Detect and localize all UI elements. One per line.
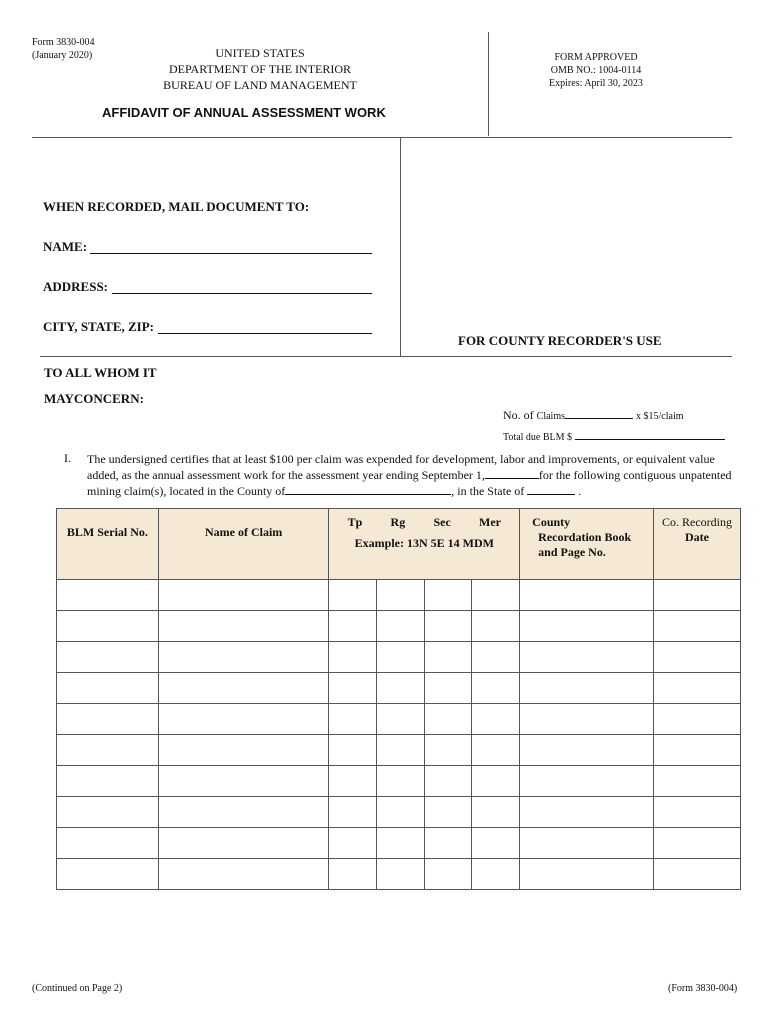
- claims-rate: x $15/claim: [636, 411, 684, 422]
- table-cell[interactable]: [377, 859, 425, 890]
- name-field[interactable]: [90, 253, 372, 254]
- table-cell[interactable]: [425, 642, 472, 673]
- county-header-line-1: County: [532, 515, 571, 529]
- table-cell[interactable]: [472, 580, 520, 611]
- table-cell[interactable]: [158, 580, 329, 611]
- table-cell[interactable]: [158, 735, 329, 766]
- col-sec-header: Sec: [433, 515, 451, 529]
- table-row: [57, 673, 741, 704]
- table-cell[interactable]: [158, 797, 329, 828]
- mail-block-bottom-rule: [40, 356, 732, 357]
- salutation-line-1: TO ALL WHOM IT: [44, 365, 157, 380]
- table-cell[interactable]: [520, 642, 654, 673]
- statement-text-1: The undersigned certifies that at least $100 per claim was expended for development, labor and improvements, or equivalent value added, as the annual assessment work for the assessment year ending September 1,: [87, 452, 715, 482]
- table-cell[interactable]: [425, 797, 472, 828]
- table-cell[interactable]: [377, 642, 425, 673]
- table-cell[interactable]: [425, 766, 472, 797]
- table-cell[interactable]: [377, 766, 425, 797]
- address-label: ADDRESS:: [43, 279, 109, 294]
- table-cell[interactable]: [329, 859, 377, 890]
- assessment-year-field[interactable]: [485, 478, 539, 479]
- table-cell[interactable]: [520, 797, 654, 828]
- table-cell[interactable]: [158, 766, 329, 797]
- header-divider: [488, 32, 489, 136]
- table-cell[interactable]: [520, 735, 654, 766]
- col-county-header: [520, 509, 654, 580]
- county-recorder-use: FOR COUNTY RECORDER'S USE: [458, 333, 662, 348]
- table-cell[interactable]: [377, 797, 425, 828]
- statement-text-2: for the following contiguous unpatented mining claim(s), located in the County of: [87, 468, 732, 498]
- table-row: [57, 580, 741, 611]
- table-cell[interactable]: [329, 704, 377, 735]
- table-cell[interactable]: [472, 673, 520, 704]
- omb-number: OMB NO.: 1004-0114: [550, 65, 642, 76]
- table-cell[interactable]: [520, 611, 654, 642]
- col-serial-header: BLM Serial No.: [57, 509, 159, 580]
- claims-table: [56, 508, 741, 890]
- table-cell[interactable]: [520, 580, 654, 611]
- table-cell[interactable]: [520, 766, 654, 797]
- table-cell[interactable]: [654, 766, 741, 797]
- table-cell[interactable]: [425, 828, 472, 859]
- statement-paragraph: [87, 451, 737, 499]
- table-cell[interactable]: [158, 704, 329, 735]
- recorder-divider: [400, 138, 401, 356]
- form-reference: (Form 3830-004): [668, 983, 738, 994]
- table-cell[interactable]: [654, 673, 741, 704]
- col-tp-header: Tp: [347, 515, 363, 529]
- col-rg-header: Rg: [390, 515, 406, 529]
- col-location-header: [329, 509, 520, 580]
- table-cell[interactable]: [425, 859, 472, 890]
- table-cell[interactable]: [57, 828, 159, 859]
- table-cell[interactable]: [425, 704, 472, 735]
- table-cell[interactable]: [520, 704, 654, 735]
- mail-heading: WHEN RECORDED, MAIL DOCUMENT TO:: [43, 199, 310, 214]
- total-due-row: [503, 432, 725, 443]
- form-title: AFFIDAVIT OF ANNUAL ASSESSMENT WORK: [102, 105, 386, 120]
- approval-block: [500, 51, 692, 90]
- table-cell[interactable]: [329, 611, 377, 642]
- table-cell[interactable]: [158, 611, 329, 642]
- salutation-line-2: MAYCONCERN:: [44, 391, 144, 406]
- table-cell[interactable]: [329, 735, 377, 766]
- statement-text-4: .: [578, 484, 582, 498]
- col-mer-header: Mer: [479, 515, 502, 529]
- agency-line-2: DEPARTMENT OF THE INTERIOR: [168, 62, 352, 76]
- table-cell[interactable]: [57, 766, 159, 797]
- table-cell[interactable]: [377, 611, 425, 642]
- claims-label: Claims: [536, 411, 566, 422]
- table-cell[interactable]: [520, 828, 654, 859]
- table-cell[interactable]: [425, 673, 472, 704]
- claims-count-field[interactable]: [565, 418, 633, 419]
- table-cell[interactable]: [654, 704, 741, 735]
- agency-line-1: UNITED STATES: [215, 46, 305, 60]
- table-row: [57, 642, 741, 673]
- table-cell[interactable]: [57, 735, 159, 766]
- table-cell[interactable]: [472, 859, 520, 890]
- total-due-field[interactable]: [575, 439, 725, 440]
- total-due-label: Total due BLM $: [503, 432, 573, 443]
- table-cell[interactable]: [57, 642, 159, 673]
- table-cell[interactable]: [472, 735, 520, 766]
- location-example: Example: 13N 5E 14 MDM: [354, 536, 494, 550]
- table-cell[interactable]: [654, 580, 741, 611]
- agency-line-3: BUREAU OF LAND MANAGEMENT: [163, 78, 357, 92]
- table-cell[interactable]: [472, 797, 520, 828]
- table-cell[interactable]: [654, 642, 741, 673]
- date-header-line-1: Co. Recording: [662, 515, 732, 529]
- table-cell[interactable]: [654, 735, 741, 766]
- form-approved: FORM APPROVED: [554, 52, 638, 63]
- table-cell[interactable]: [654, 611, 741, 642]
- table-cell[interactable]: [377, 580, 425, 611]
- table-cell[interactable]: [329, 766, 377, 797]
- table-row: [57, 797, 741, 828]
- table-cell[interactable]: [329, 828, 377, 859]
- table-cell[interactable]: [57, 580, 159, 611]
- table-cell[interactable]: [329, 580, 377, 611]
- table-header-row: [57, 509, 741, 580]
- table-cell[interactable]: [472, 766, 520, 797]
- form-date: (January 2020): [32, 50, 93, 61]
- claims-count-row: [503, 408, 684, 423]
- state-field[interactable]: [527, 494, 575, 495]
- county-header-line-3: and Page No.: [538, 545, 606, 559]
- table-cell[interactable]: [377, 704, 425, 735]
- table-row: [57, 859, 741, 890]
- table-cell[interactable]: [377, 735, 425, 766]
- table-cell[interactable]: [472, 828, 520, 859]
- header-bottom-rule: [32, 137, 732, 138]
- address-field[interactable]: [112, 293, 372, 294]
- table-row: [57, 611, 741, 642]
- table-row: [57, 704, 741, 735]
- county-field[interactable]: [285, 494, 451, 495]
- table-cell[interactable]: [520, 859, 654, 890]
- city-state-zip-label: CITY, STATE, ZIP:: [43, 319, 155, 334]
- table-cell[interactable]: [57, 797, 159, 828]
- table-cell[interactable]: [425, 611, 472, 642]
- table-cell[interactable]: [329, 673, 377, 704]
- table-row: [57, 735, 741, 766]
- table-cell[interactable]: [329, 797, 377, 828]
- table-cell[interactable]: [377, 828, 425, 859]
- agency-block: [140, 45, 380, 93]
- table-cell[interactable]: [158, 859, 329, 890]
- form-number: Form 3830-004: [32, 37, 95, 48]
- date-header-line-2: Date: [685, 530, 709, 544]
- table-row: [57, 766, 741, 797]
- table-cell[interactable]: [329, 642, 377, 673]
- table-cell[interactable]: [158, 673, 329, 704]
- table-cell[interactable]: [472, 642, 520, 673]
- table-cell[interactable]: [158, 828, 329, 859]
- table-cell[interactable]: [377, 673, 425, 704]
- table-cell[interactable]: [158, 642, 329, 673]
- col-name-header: Name of Claim: [158, 509, 329, 580]
- table-cell[interactable]: [425, 735, 472, 766]
- table-cell[interactable]: [472, 611, 520, 642]
- col-date-header: [654, 509, 741, 580]
- name-label: NAME:: [43, 239, 88, 254]
- table-cell[interactable]: [654, 859, 741, 890]
- statement-number: I.: [64, 451, 71, 465]
- table-cell[interactable]: [472, 704, 520, 735]
- location-subheaders: [329, 515, 519, 530]
- county-header-line-2: Recordation Book: [538, 530, 632, 544]
- table-cell[interactable]: [425, 580, 472, 611]
- table-cell[interactable]: [57, 611, 159, 642]
- table-row: [57, 828, 741, 859]
- table-cell[interactable]: [520, 673, 654, 704]
- table-cell[interactable]: [654, 797, 741, 828]
- table-cell[interactable]: [57, 673, 159, 704]
- table-cell[interactable]: [57, 704, 159, 735]
- statement-text-3: , in the State of: [451, 484, 525, 498]
- city-state-zip-field[interactable]: [158, 333, 372, 334]
- table-cell[interactable]: [57, 859, 159, 890]
- expiration-date: Expires: April 30, 2023: [549, 78, 643, 89]
- continued-note: (Continued on Page 2): [32, 983, 123, 994]
- claims-prefix: No. of: [503, 408, 534, 422]
- table-cell[interactable]: [654, 828, 741, 859]
